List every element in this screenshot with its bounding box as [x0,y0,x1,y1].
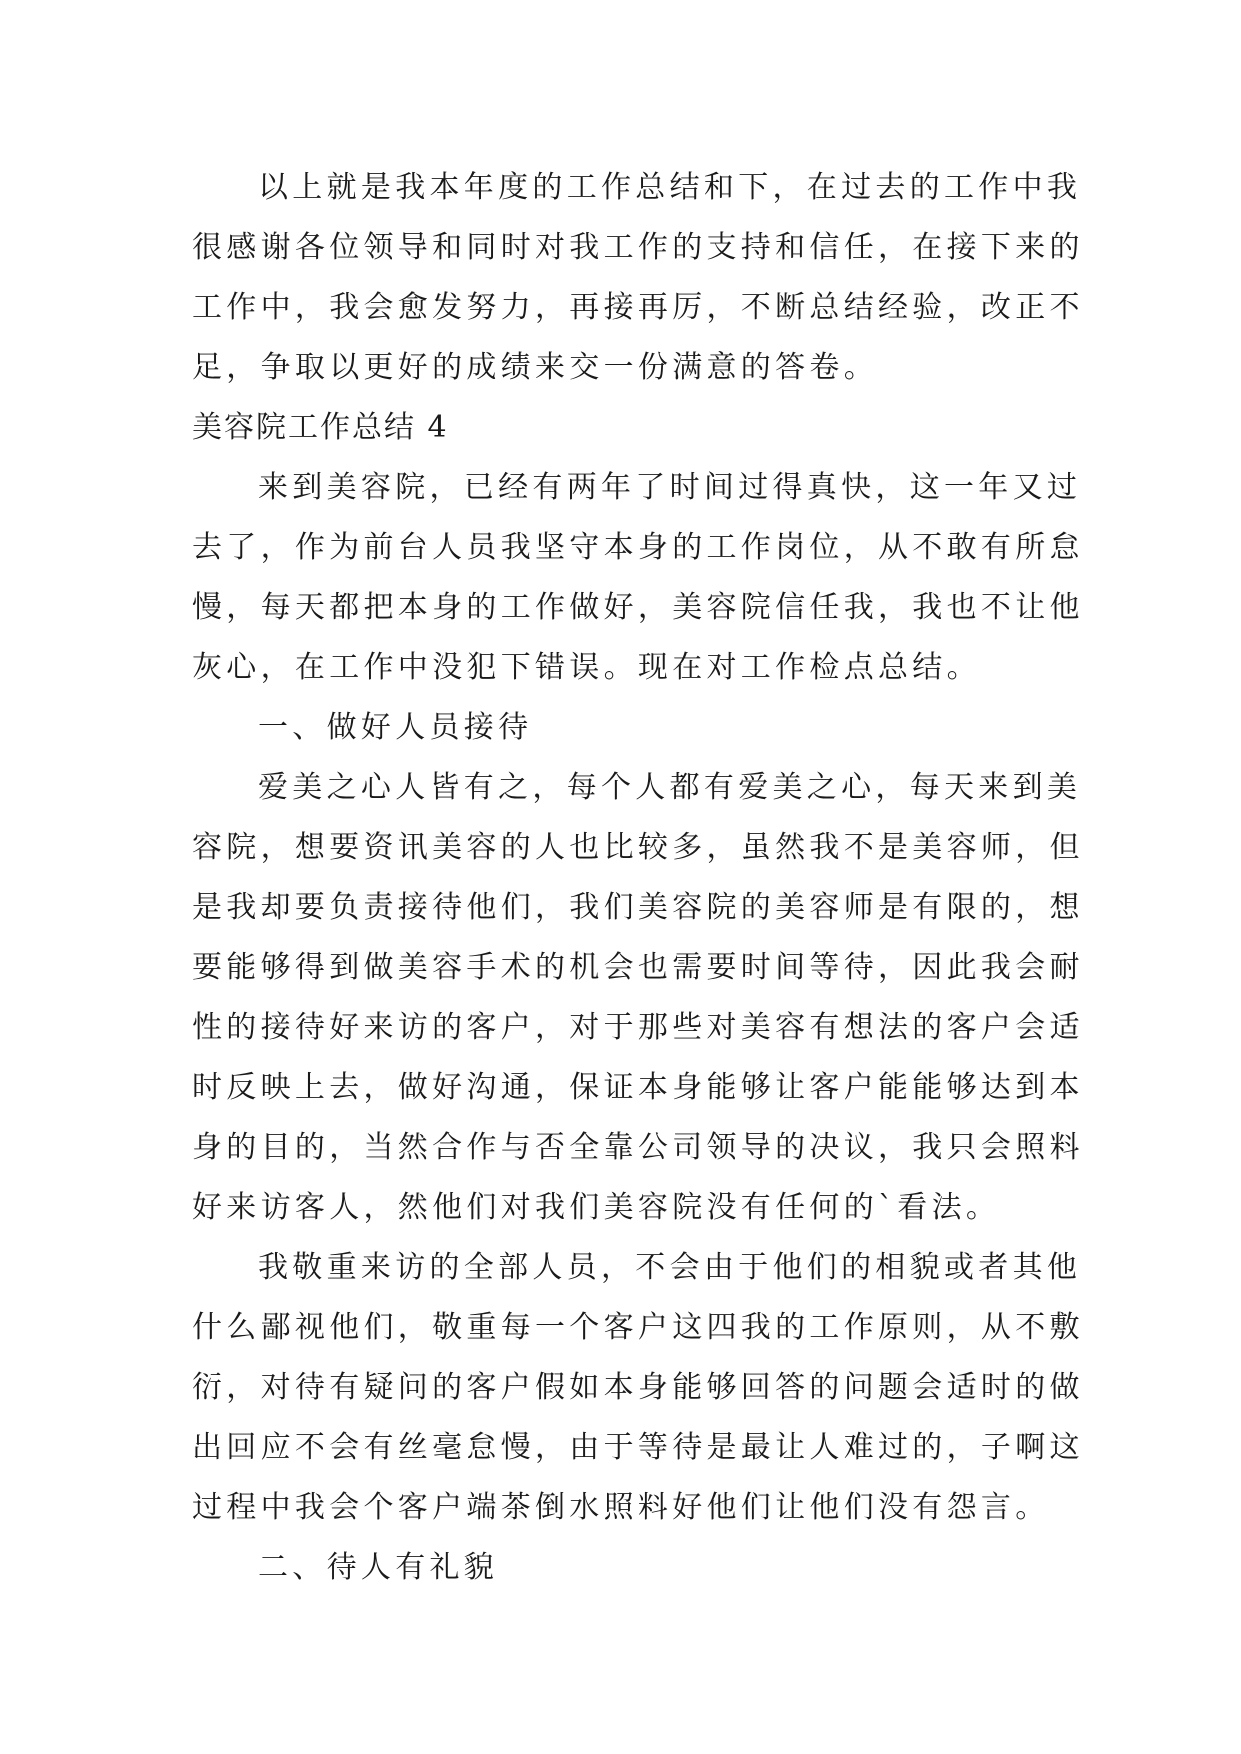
text-line: 身的目的，当然合作与否全靠公司领导的决议，我只会照料 [192,1130,1084,1165]
text-line: 好来访客人，然他们对我们美容院没有任何的`看法。 [192,1190,1001,1225]
text-line: 慢，每天都把本身的工作做好，美容院信任我，我也不让他 [192,590,1084,625]
text-line: 要能够得到做美容手术的机会也需要时间等待，因此我会耐 [192,950,1084,985]
text-line: 是我却要负责接待他们，我们美容院的美容师是有限的，想 [192,890,1084,925]
paragraph-reception [192,758,1084,1238]
text-line: 去了，作为前台人员我坚守本身的工作岗位，从不敢有所怠 [192,530,1084,565]
text-line: 灰心，在工作中没犯下错误。现在对工作检点总结。 [192,650,981,685]
text-line: 我敬重来访的全部人员，不会由于他们的相貌或者其他 [258,1250,1082,1285]
text-line: 容院，想要资讯美容的人也比较多，虽然我不是美容师，但 [192,830,1084,865]
text-line: 性的接待好来访的客户，对于那些对美容有想法的客户会适 [192,1010,1084,1045]
text-line: 足，争取以更好的成绩来交一份满意的答卷。 [192,350,878,385]
subsection-heading-reception: 一、做好人员接待 [258,710,533,745]
text-line: 工作中，我会愈发努力，再接再厉，不断总结经验，改正不 [192,290,1084,325]
paragraph-intro [192,458,1084,698]
text-line: 过程中我会个客户端茶倒水照料好他们让他们没有怨言。 [192,1490,1050,1525]
document-page [192,158,1084,1598]
paragraph-closing [192,158,1084,398]
subsection-heading-courtesy: 二、待人有礼貌 [258,1550,499,1585]
text-line: 爱美之心人皆有之，每个人都有爱美之心，每天来到美 [258,770,1082,805]
text-line: 什么鄙视他们，敬重每一个客户这四我的工作原则，从不敷 [192,1310,1084,1345]
text-line: 很感谢各位领导和同时对我工作的支持和信任，在接下来的 [192,230,1084,265]
section-title: 美容院工作总结 4 [192,410,449,445]
text-line: 衍，对待有疑问的客户假如本身能够回答的问题会适时的做 [192,1370,1084,1405]
text-line: 时反映上去，做好沟通，保证本身能够让客户能能够达到本 [192,1070,1084,1105]
text-line: 来到美容院，已经有两年了时间过得真快，这一年又过 [258,470,1082,505]
text-line: 以上就是我本年度的工作总结和下，在过去的工作中我 [258,170,1082,205]
paragraph-respect [192,1238,1084,1538]
text-line: 出回应不会有丝毫怠慢，由于等待是最让人难过的，子啊这 [192,1430,1084,1465]
